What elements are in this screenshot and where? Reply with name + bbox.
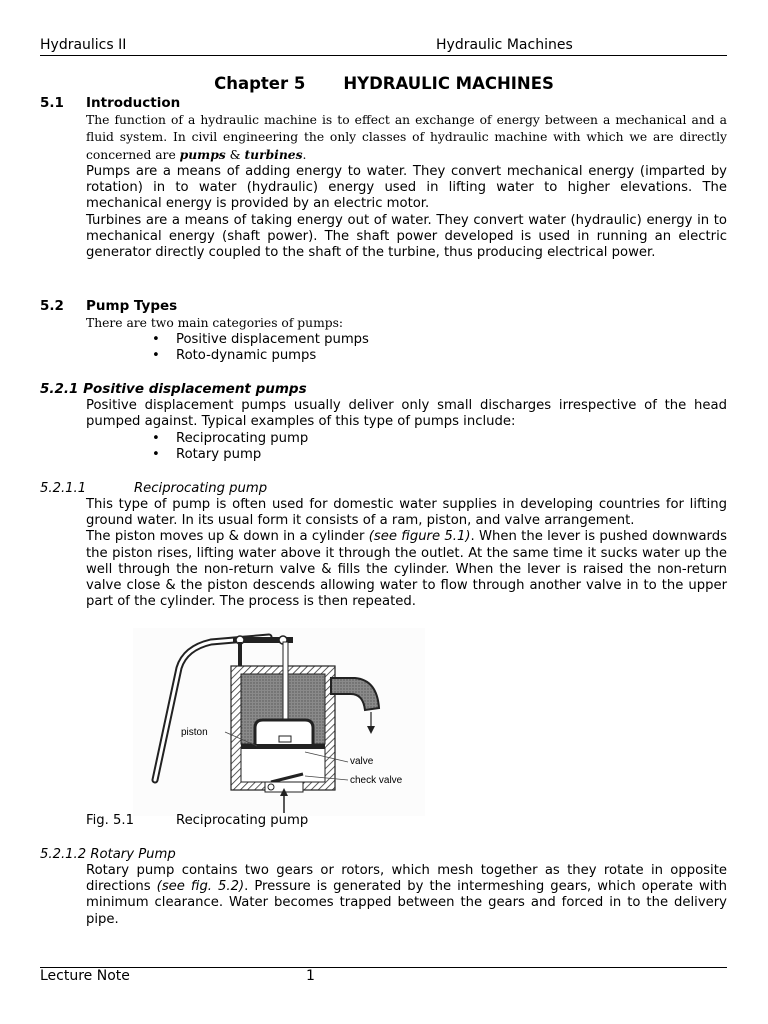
figure-number: Fig. 5.1 — [86, 813, 135, 828]
page-number: 1 — [306, 968, 315, 984]
list-item: • Reciprocating pump — [152, 431, 308, 447]
figure-caption — [86, 813, 308, 828]
section-5-2-heading — [40, 298, 177, 314]
header-left: Hydraulics II — [40, 37, 127, 53]
label-check-valve: check valve — [350, 775, 403, 786]
pump-diagram-svg — [133, 628, 425, 816]
section-5-2-1-1-body — [86, 497, 727, 610]
section-title: Reciprocating pump — [134, 481, 268, 496]
figure-caption-text: Reciprocating pump — [176, 813, 309, 828]
pump-types-intro: There are two main categories of pumps: — [86, 316, 344, 330]
turbines-paragraph: Turbines are a means of taking energy out of water. They convert water (hydraulic) energy in to mechanical energy (shaft power). The shaft power developed is used in running an electric generator directly coupled to the shaft of the turbine, thus producing electrical power. — [86, 212, 727, 261]
intro-paragraph: The function of a hydraulic machine is to effect an exchange of energy between a mechanical and a fluid system. In civil engineering the only classes of hydraulic machine with which we are directly concerned are pumps & turbines. — [86, 113, 727, 162]
outlet-spout — [331, 678, 379, 710]
pumps-paragraph: Pumps are a means of adding energy to water. They convert mechanical energy (imparted by rotation) in to water (hydraulic) energy used in lifting water to higher elevations. The mechanical energy is provided by an electric motor. — [86, 164, 727, 212]
section-title: Introduction — [86, 95, 181, 111]
footer-rule — [40, 967, 727, 968]
header-rule — [40, 55, 727, 56]
label-valve: valve — [350, 756, 374, 767]
chapter-number: Chapter 5 — [214, 74, 306, 93]
header-right: Hydraulic Machines — [436, 37, 573, 53]
figure-reference: (see figure 5.1) — [368, 529, 471, 545]
section-5-2-1-heading: 5.2.1 Positive displacement pumps — [40, 381, 307, 397]
label-piston: piston — [181, 727, 208, 738]
section-title: Pump Types — [86, 298, 178, 314]
chapter-title — [0, 74, 768, 93]
reciprocating-pump-figure — [133, 628, 425, 816]
section-number: 5.1 — [40, 95, 64, 111]
list-item: • Rotary pump — [152, 447, 308, 463]
section-5-2-1-2-body — [86, 863, 727, 928]
reciprocating-paragraph-1: This type of pump is often used for domestic water supplies in developing countries for lifting ground water. In its usual form it consists of a ram, piston, and valve arrangement. — [86, 497, 727, 529]
section-5-2-1-body: Positive displacement pumps usually deliver only small discharges irrespective of the head pumped against. Typical examples of this type of pumps include: — [86, 398, 727, 430]
reciprocating-paragraph-2: The piston moves up & down in a cylinder (see figure 5.1). When the lever is pushed downwards the piston rises, lifting water above it through the outlet. At the same time it sucks water up the well through the non-return valve & fills the cylinder. When the lever is raised the non-return valve close & the piston descends allowing water to flow through another valve in to the upper part of the cylinder. The process is then repeated. — [86, 529, 727, 610]
chapter-name: HYDRAULIC MACHINES — [343, 74, 554, 93]
figure-reference: (see fig. 5.2) — [156, 879, 245, 895]
rotary-paragraph: Rotary pump contains two gears or rotors, which mesh together as they rotate in opposite directions (see fig. 5.2). Pressure is generated by the intermeshing gears, which operate with minimum clearance. Water becomes trapped between the gears and forced in to the delivery pipe. — [86, 863, 727, 927]
positive-displacement-list — [152, 431, 308, 464]
term-turbines: turbines — [244, 147, 303, 162]
footer-left: Lecture Note — [40, 968, 130, 984]
section-5-2-1-1-heading — [40, 481, 267, 496]
list-item: • Roto-dynamic pumps — [152, 348, 369, 364]
section-5-2-1-2-heading: 5.2.1.2 Rotary Pump — [40, 847, 176, 862]
section-number: 5.2.1.1 — [40, 481, 87, 496]
list-item: • Positive displacement pumps — [152, 332, 369, 348]
pump-categories-list — [152, 332, 369, 365]
term-pumps: pumps — [179, 147, 226, 162]
section-5-1-body — [86, 112, 727, 261]
section-number: 5.2 — [40, 298, 64, 314]
section-5-1-heading — [40, 95, 180, 111]
